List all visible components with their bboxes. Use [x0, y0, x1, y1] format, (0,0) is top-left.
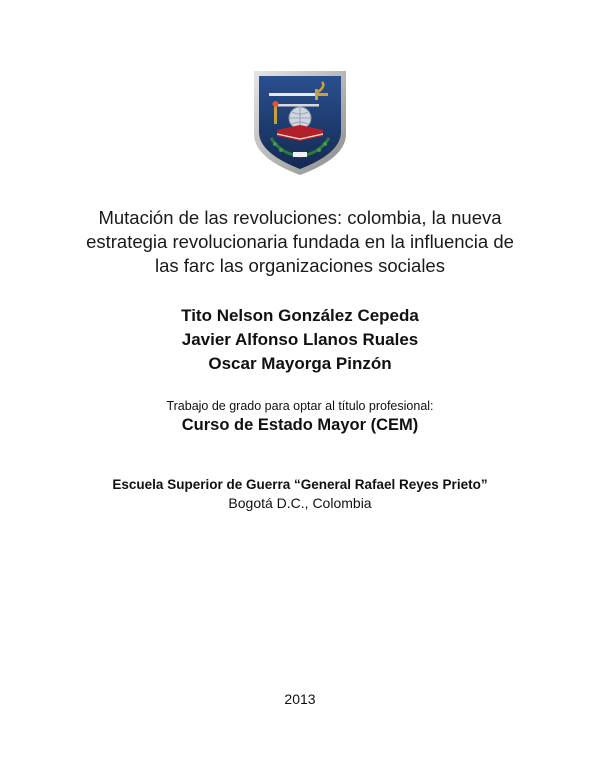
military-school-crest-icon — [251, 68, 349, 178]
author-name: Javier Alfonso Llanos Ruales — [181, 330, 419, 349]
title-line: las farc las organizaciones sociales — [155, 255, 445, 276]
title-line: Mutación de las revoluciones: colombia, la nueva — [98, 207, 502, 228]
school-city: Bogotá D.C., Colombia — [228, 495, 372, 511]
title-line: estrategia revolucionaria fundada en la influencia de — [86, 231, 514, 252]
publication-year: 2013 — [284, 691, 316, 707]
author-name: Oscar Mayorga Pinzón — [208, 354, 392, 373]
degree-title: Curso de Estado Mayor (CEM) — [181, 416, 419, 434]
author-name: Tito Nelson González Cepeda — [181, 306, 419, 325]
author-list — [0, 304, 600, 376]
document-title — [0, 206, 600, 278]
school-name: Escuela Superior de Guerra “General Rafael Reyes Prieto” — [112, 477, 488, 492]
degree-label: Trabajo de grado para optar al título profesional: — [166, 399, 434, 413]
